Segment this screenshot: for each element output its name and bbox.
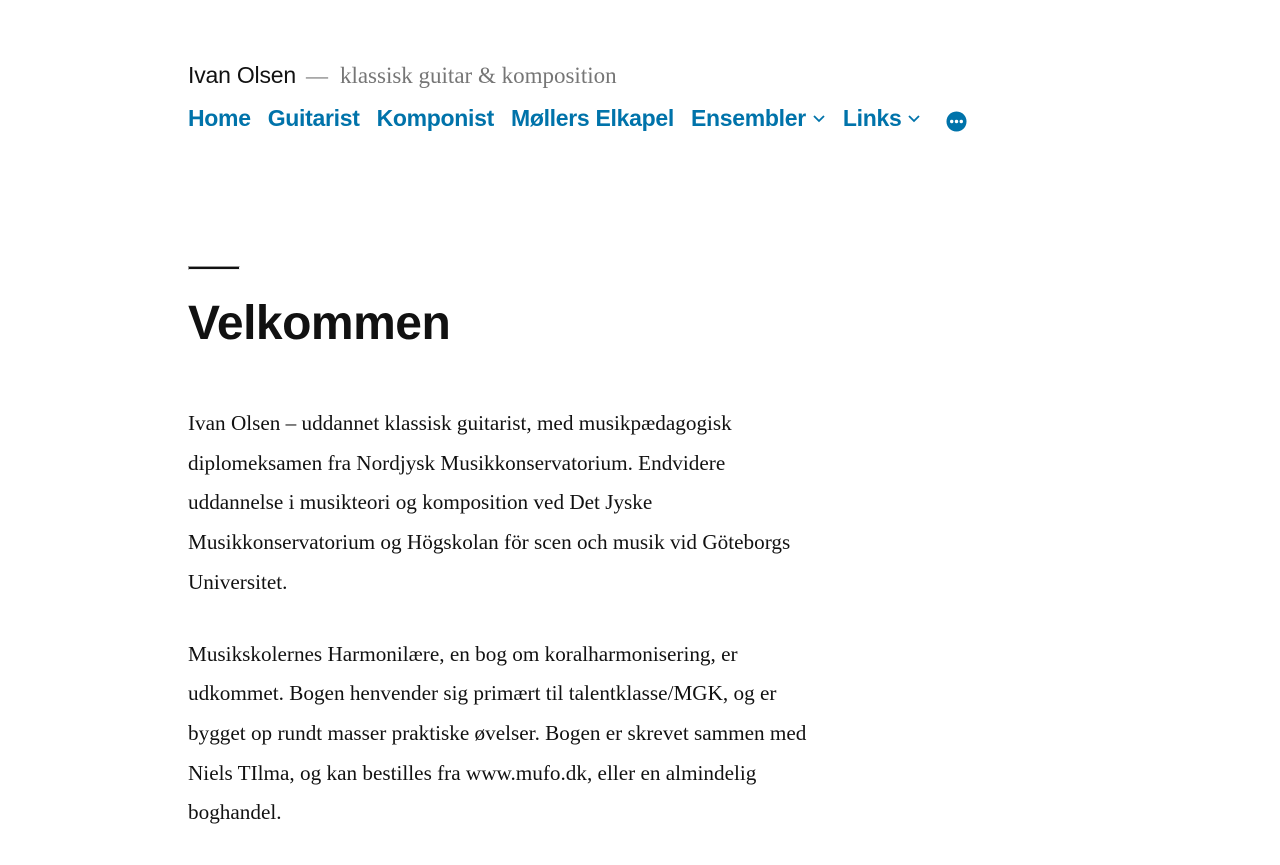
title-separator: — [305,63,328,88]
site-header [188,62,1188,136]
page-title: Velkommen [188,297,451,350]
nav-item-label[interactable]: Ensembler [690,104,806,131]
more-horizontal-icon[interactable] [946,111,967,132]
nav-item-mollers-elkapel[interactable] [511,105,674,132]
nav-item-label[interactable]: Møllers Elkapel [510,104,674,131]
nav-item-label[interactable]: Links [842,104,902,131]
nav-item-guitarist[interactable] [268,105,360,132]
nav-item-links[interactable] [843,105,922,132]
nav-item-label[interactable]: Guitarist [267,104,360,131]
entry-content [188,404,808,833]
site-description: klassisk guitar & komposition [339,63,617,88]
site-title-link[interactable]: Ivan Olsen [188,62,296,88]
paragraph-book: Musikskolernes Harmonilære, en bog om koralharmonisering, er udkommet. Bogen henvender sig primært til talentklasse/MGK, og er bygget op rundt masser praktiske øvelser. Bogen er skrevet sammen med Niels TIlma, og kan bestilles fra www.mufo.dk, eller en almindelig boghandel. [188,641,807,825]
chevron-down-icon[interactable] [812,111,826,125]
main-content [188,266,808,865]
nav-item-label[interactable]: Home [188,104,251,131]
nav-item-label[interactable]: Komponist [376,104,494,131]
nav-item-home[interactable] [188,105,251,132]
nav-item-ensembler[interactable] [691,105,826,132]
chevron-down-icon[interactable] [907,111,921,125]
title-divider [188,266,240,270]
paragraph-intro: Ivan Olsen – uddannet klassisk guitarist, med musikpædagogisk diplomeksamen fra Nordjysk Musikkonservatorium. Endvidere uddannelse i musikteori og komposition ved Det Jyske Musikkonservatorium og Högskolan för scen och musik vid Göteborgs Universitet. [188,411,791,594]
primary-navigation [188,100,1188,136]
nav-item-komponist[interactable] [377,105,494,132]
site-branding [188,62,1188,100]
